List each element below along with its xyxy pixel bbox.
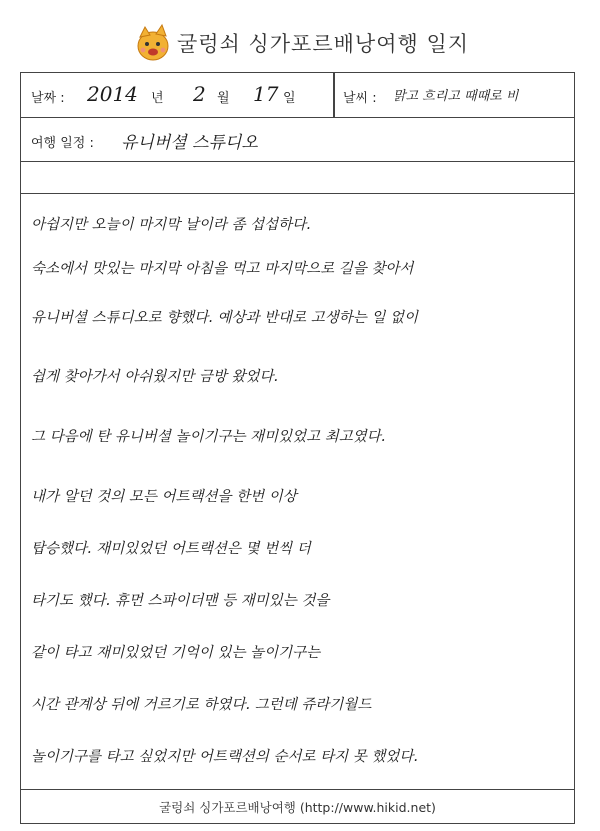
date-weather-row bbox=[21, 73, 574, 118]
blank-row bbox=[21, 162, 574, 194]
schedule-value: 유니버셜 스튜디오 bbox=[121, 133, 258, 153]
diary-line: 숙소에서 맛있는 마지막 아침을 먹고 마지막으로 길을 찾아서 bbox=[31, 261, 414, 277]
diary-line: 시간 관계상 뒤에 거르기로 하였다. 그런데 쥬라기월드 bbox=[31, 697, 372, 713]
year-unit: 년 bbox=[151, 91, 164, 106]
schedule-row bbox=[21, 118, 574, 162]
mascot-icon bbox=[131, 21, 175, 65]
weather-label: 날씨 : bbox=[343, 91, 377, 106]
diary-line: 타기도 했다. 휴먼 스파이더맨 등 재미있는 것을 bbox=[31, 593, 330, 609]
diary-line: 같이 타고 재미있었던 기억이 있는 놀이기구는 bbox=[31, 645, 321, 661]
footer: 굴렁쇠 싱가포르배낭여행 (http://www.hikid.net) bbox=[21, 789, 574, 823]
diary-sheet bbox=[20, 72, 575, 824]
diary-line: 놀이기구를 타고 싶었지만 어트랙션의 순서로 타지 못 했었다. bbox=[31, 749, 419, 765]
schedule-label: 여행 일정 : bbox=[31, 136, 94, 151]
date-year: 2014 bbox=[87, 82, 138, 106]
diary-line: 쉽게 찾아가서 아쉬웠지만 금방 왔었다. bbox=[31, 369, 279, 385]
page-header bbox=[0, 20, 600, 66]
diary-line: 그 다음에 탄 유니버셜 놀이기구는 재미있었고 최고였다. bbox=[31, 429, 386, 445]
weather-value: 맑고 흐리고 때때로 비 bbox=[393, 89, 519, 104]
date-month: 2 bbox=[193, 82, 206, 106]
diary-line: 아쉽지만 오늘이 마지막 날이라 좀 섭섭하다. bbox=[31, 217, 311, 233]
diary-line: 내가 알던 것의 모든 어트랙션을 한번 이상 bbox=[31, 489, 297, 505]
diary-line: 탑승했다. 재미있었던 어트랙션은 몇 번씩 더 bbox=[31, 541, 311, 557]
row-divider bbox=[333, 73, 335, 117]
date-day: 17 bbox=[253, 82, 279, 106]
day-unit: 일 bbox=[283, 91, 296, 106]
month-unit: 월 bbox=[217, 91, 230, 106]
page-title: 굴렁쇠 싱가포르배낭여행 일지 bbox=[176, 32, 470, 56]
diary-line: 유니버셜 스튜디오로 향했다. 예상과 반대로 고생하는 일 없이 bbox=[31, 310, 419, 326]
date-label: 날짜 : bbox=[31, 91, 65, 106]
